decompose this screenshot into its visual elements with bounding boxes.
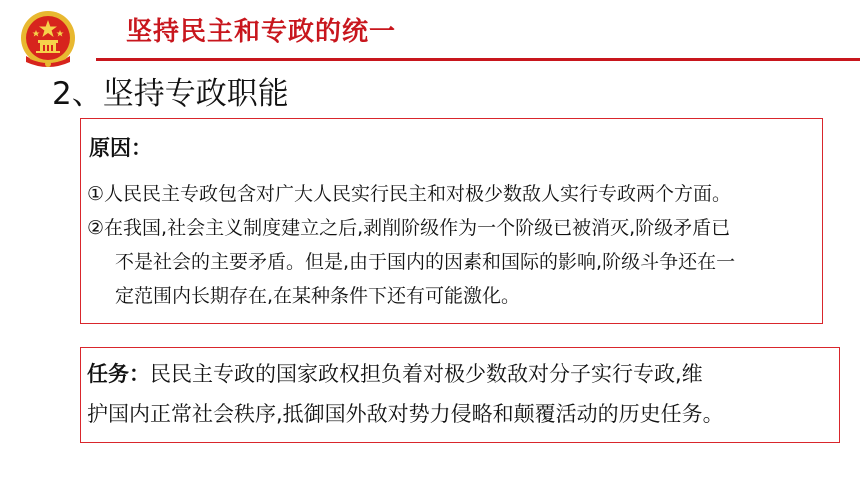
task-text-1: 民民主专政的国家政权担负着对极少数敌对分子实行专政,维 <box>150 362 703 386</box>
reason-box <box>80 118 823 324</box>
header-divider <box>96 58 860 61</box>
reason-item-2-line-1: ②在我国,社会主义制度建立之后,剥削阶级作为一个阶级已被消灭,阶级矛盾已 <box>87 217 731 239</box>
task-label: 任务： <box>87 362 150 386</box>
reason-item-1: ①人民民主专政包含对广大人民实行民主和对极少数敌人实行专政两个方面。 <box>87 183 732 205</box>
task-line-1 <box>87 358 703 390</box>
task-box <box>80 347 840 443</box>
reason-item-2-line-3: 定范围内长期存在,在某种条件下还有可能激化。 <box>115 285 521 307</box>
national-emblem-icon <box>16 8 80 72</box>
reason-item-2-line-2: 不是社会的主要矛盾。但是,由于国内的因素和国际的影响,阶级斗争还在一 <box>115 251 736 273</box>
task-line-2: 护国内正常社会秩序,抵御国外敌对势力侵略和颠覆活动的历史任务。 <box>87 402 724 426</box>
section-heading: 2、坚持专政职能 <box>52 76 289 112</box>
header-title: 坚持民主和专政的统一 <box>126 17 397 47</box>
reason-label: 原因： <box>89 136 152 160</box>
